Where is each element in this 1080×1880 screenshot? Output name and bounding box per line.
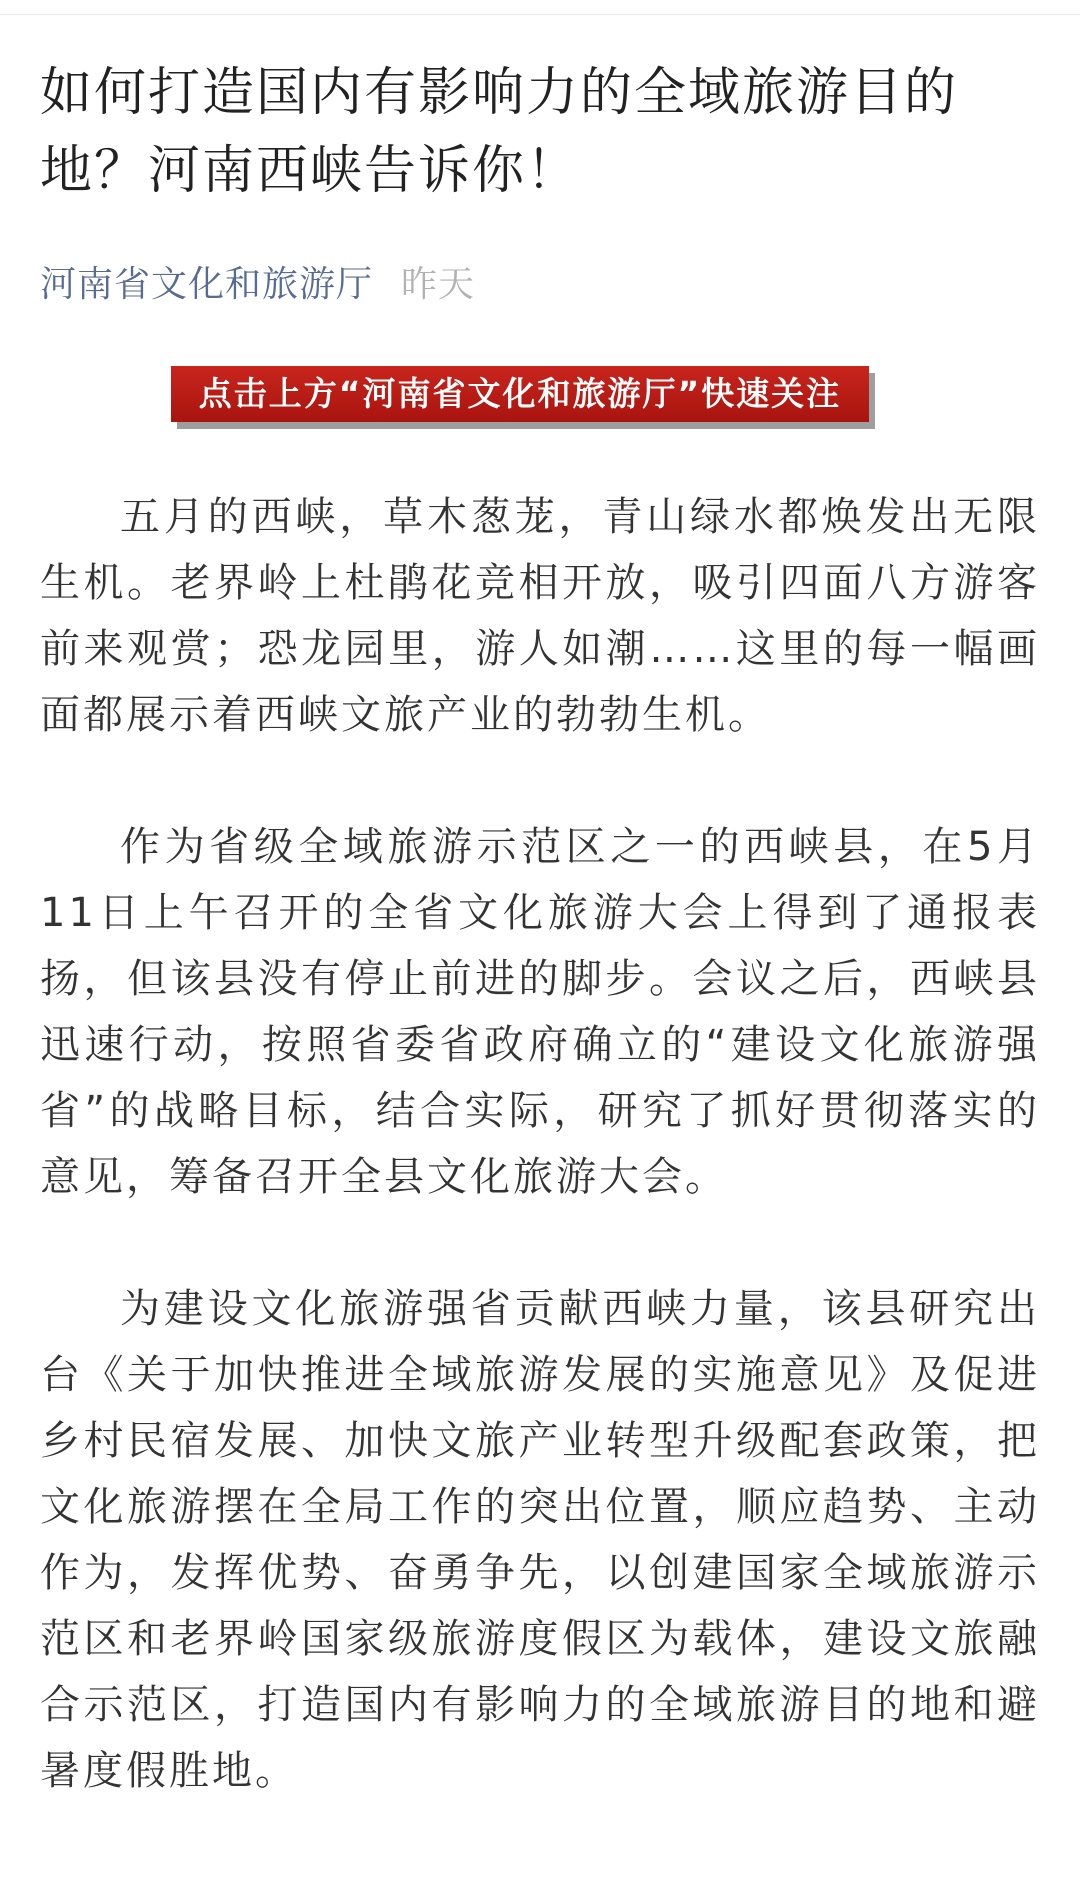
paragraph-3: 为建设文化旅游强省贡献西峡力量，该县研究出台《关于加快推进全域旅游发展的实施意见》及促进乡村民宿发展、加快文旅产业转型升级配套政策，把文化旅游摆在全局工作的突出位置，顺应趋势、主动作为，发挥优势、奋勇争先，以创建国家全域旅游示范区和老界岭国家级旅游度假区为载体，建设文旅融合示范区，打造国内有影响力的全域旅游目的地和避暑度假胜地。 bbox=[40, 1286, 1040, 1794]
follow-banner-container bbox=[40, 366, 1040, 422]
paragraph-1: 五月的西峡，草木葱茏，青山绿水都焕发出无限生机。老界岭上杜鹃花竞相开放，吸引四面八方游客前来观赏；恐龙园里，游人如潮……这里的每一幅画面都展示着西峡文旅产业的勃勃生机。 bbox=[40, 494, 1040, 738]
paragraph-2: 作为省级全域旅游示范区之一的西峡县，在5月11日上午召开的全省文化旅游大会上得到了通报表扬，但该县没有停止前进的脚步。会议之后，西峡县迅速行动，按照省委省政府确立的“建设文化旅游强省”的战略目标，结合实际，研究了抓好贯彻落实的意见，筹备召开全县文化旅游大会。 bbox=[40, 824, 1040, 1200]
top-divider bbox=[0, 14, 1080, 15]
article bbox=[40, 54, 1040, 1804]
article-meta bbox=[40, 256, 1040, 306]
publish-time: 昨天 bbox=[401, 263, 476, 305]
account-name-link[interactable]: 河南省文化和旅游厅 bbox=[40, 263, 374, 305]
article-title: 如何打造国内有影响力的全域旅游目的地？河南西峡告诉你！ bbox=[40, 63, 959, 201]
follow-banner: 点击上方“河南省文化和旅游厅”快速关注 bbox=[171, 366, 869, 422]
